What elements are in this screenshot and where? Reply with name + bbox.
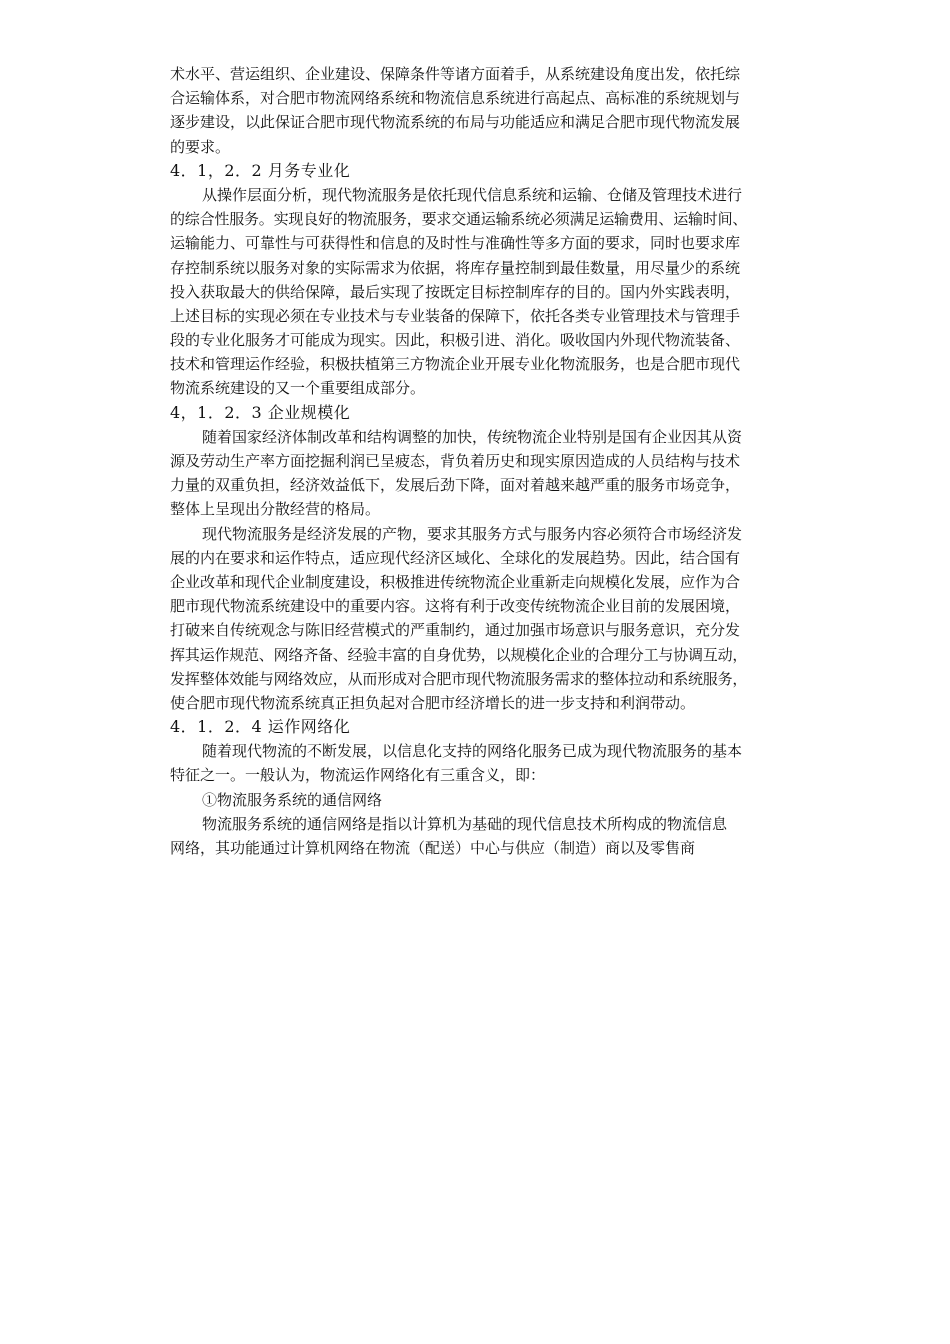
text-line: 存控制系统以服务对象的实际需求为依据，将库存量控制到最佳数量，用尽量少的系统 bbox=[170, 258, 741, 277]
text-line: 打破来自传统观念与陈旧经营模式的严重制约，通过加强市场意识与服务意识，充分发 bbox=[170, 621, 741, 640]
text-line: 源及劳动生产率方面挖掘利润已呈疲态，背负着历史和现实原因造成的人员结构与技术 bbox=[170, 452, 741, 470]
paragraph bbox=[170, 812, 810, 860]
text-line: 技术和管理运作经验，积极扶植第三方物流企业开展专业化物流服务，也是合肥市现代 bbox=[170, 355, 741, 374]
intro-paragraph bbox=[170, 62, 810, 159]
text-line: 整体上呈现出分散经营的格局。 bbox=[170, 500, 381, 519]
section-heading: 4．1．2．4 运作网络化 bbox=[170, 717, 351, 737]
text-line: 段的专业化服务才可能成为现实。因此，积极引进、消化。吸收国内外现代物流装备、 bbox=[170, 331, 741, 350]
text-line: 上述目标的实现必须在专业技术与专业装备的保障下，依托各类专业管理技术与管理手 bbox=[170, 306, 741, 325]
paragraph bbox=[170, 183, 810, 401]
paragraph bbox=[170, 425, 810, 522]
text-line: 网络，其功能通过计算机网络在物流（配送）中心与供应（制造）商以及零售商 bbox=[170, 839, 696, 857]
text-line: 肥市现代物流系统建设中的重要内容。这将有利于改变传统物流企业目前的发展困境， bbox=[170, 597, 741, 616]
text-line: 从操作层面分析，现代物流服务是依托现代信息系统和运输、仓储及管理技术进行 bbox=[202, 185, 743, 204]
section-heading: 4，1．2．3 企业规模化 bbox=[170, 402, 351, 422]
text-line: 物流系统建设的又一个重要组成部分。 bbox=[170, 379, 426, 398]
text-line: 术水平、营运组织、企业建设、保障条件等诸方面着手，从系统建设角度出发，依托综 bbox=[170, 65, 741, 83]
paragraph bbox=[170, 522, 810, 716]
text-line: 现代物流服务是经济发展的产物，要求其服务方式与服务内容必须符合市场经济发 bbox=[202, 524, 743, 543]
text-line: 合运输体系，对合肥市物流网络系统和物流信息系统进行高起点、高标准的系统规划与 bbox=[170, 89, 741, 108]
text-line: 企业改革和现代企业制度建设，积极推进传统物流企业重新走向规模化发展，应作为合 bbox=[170, 572, 741, 591]
text-line: 挥其运作规范、网络齐备、经验丰富的自身优势，以规模化企业的合理分工与协调互动， bbox=[170, 645, 748, 664]
text-line: 随着国家经济体制改革和结构调整的加快，传统物流企业特别是国有企业因其从资 bbox=[202, 427, 743, 446]
text-line: 的要求。 bbox=[170, 137, 231, 156]
text-line: 力量的双重负担，经济效益低下，发展后劲下降，面对着越来越严重的服务市场竞争， bbox=[170, 476, 741, 495]
list-item bbox=[170, 788, 810, 812]
text-line: 随着现代物流的不断发展，以信息化支持的网络化服务已成为现代物流服务的基本 bbox=[202, 742, 743, 761]
text-line: 特征之一。一般认为，物流运作网络化有三重含义，即： bbox=[170, 766, 546, 785]
text-line: 使合肥市现代物流系统真正担负起对合肥市经济增长的进一步支持和利润带动。 bbox=[170, 693, 696, 712]
text-line: 投入获取最大的供给保障，最后实现了按既定目标控制库存的目的。国内外实践表明， bbox=[170, 282, 741, 301]
text-line: 物流服务系统的通信网络是指以计算机为基础的现代信息技术所构成的物流信息 bbox=[202, 814, 728, 833]
text-line: 逐步建设，以此保证合肥市现代物流系统的布局与功能适应和满足合肥市现代物流发展 bbox=[170, 113, 741, 132]
text-line: ①物流服务系统的通信网络 bbox=[202, 790, 383, 809]
text-line: 发挥整体效能与网络效应，从而形成对合肥市现代物流服务需求的整体拉动和系统服务， bbox=[170, 669, 748, 688]
document-page bbox=[170, 62, 810, 860]
text-line: 展的内在要求和运作特点，适应现代经济区域化、全球化的发展趋势。因此，结合国有 bbox=[170, 548, 741, 567]
paragraph bbox=[170, 739, 810, 787]
text-line: 运输能力、可靠性与可获得性和信息的及时性与准确性等多方面的要求，同时也要求库 bbox=[170, 234, 741, 253]
section-heading: 4．1，2．2 月务专业化 bbox=[170, 160, 351, 180]
text-line: 的综合性服务。实现良好的物流服务，要求交通运输系统必须满足运输费用、运输时间、 bbox=[170, 210, 748, 229]
